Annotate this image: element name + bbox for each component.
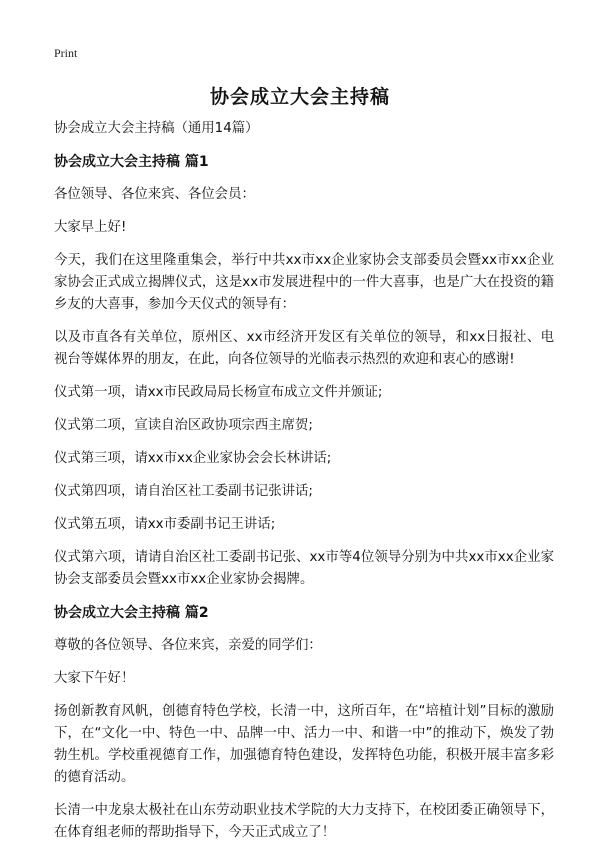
paragraph: 大家早上好! bbox=[54, 220, 127, 235]
paragraph: 仪式第六项，请请自治区社工委副书记张、xx市等4位领导分别为中共xx市xx企业家协会支部委员会暨xx市xx企业家协会揭牌。 bbox=[54, 550, 554, 587]
paragraph: 今天，我们在这里隆重集会，举行中共xx市xx企业家协会支部委员会暨xx市xx企业家协会正式成立揭牌仪式，这是xx市发展进程中的一件大喜事，也是广大在投资的籍乡友的大喜事，参加今天仪式的领导有： bbox=[54, 253, 554, 312]
paragraph: 仪式第五项，请xx市委副书记王讲话; bbox=[54, 517, 276, 532]
paragraph: 长清一中龙泉太极社在山东劳动职业技术学院的大力支持下，在校团委正确领导下，在体育组老师的帮助指导下，今天正式成立了！ bbox=[54, 803, 554, 840]
paragraph: 各位领导、各位来宾、各位会员： bbox=[54, 187, 255, 202]
paragraph: 尊敬的各位领导、各位来宾，亲爱的同学们： bbox=[54, 638, 322, 653]
paragraph: 仪式第四项，请自治区社工委副书记张讲话; bbox=[54, 484, 313, 499]
document-body bbox=[54, 118, 554, 855]
section-heading-2: 协会成立大会主持稿 篇2 bbox=[54, 605, 209, 621]
subtitle: 协会成立大会主持稿（通用14篇） bbox=[54, 121, 259, 136]
paragraph: 仪式第三项，请xx市xx企业家协会会长林讲话; bbox=[54, 451, 332, 466]
paragraph: 大家下午好！ bbox=[54, 671, 135, 686]
paragraph: 扬创新教育风帆，创德育特色学校，长清一中，这所百年，在“培植计划”目标的激励下，在“文化一中、特色一中、品牌一中、活力一中、和谐一中”的推动下，焕发了勃勃生机。学校重视德育工作，加强德育特色建设，发挥特色功能，积极开展丰富多彩的德育活动。 bbox=[54, 704, 554, 785]
paragraph: 仪式第一项，请xx市民政局局长杨宣布成立文件并颁证; bbox=[54, 385, 383, 400]
page-title: 协会成立大会主持稿 bbox=[209, 86, 390, 108]
print-label[interactable]: Print bbox=[54, 46, 78, 60]
paragraph: 以及市直各有关单位，原州区、xx市经济开发区有关单位的领导，和xx日报社、电视台等媒体界的朋友，在此，向各位领导的光临表示热烈的欢迎和衷心的感谢! bbox=[54, 330, 554, 367]
paragraph: 仪式第二项，宣读自治区政协项宗西主席贺; bbox=[54, 418, 313, 433]
section-heading-1: 协会成立大会主持稿 篇1 bbox=[54, 154, 209, 170]
